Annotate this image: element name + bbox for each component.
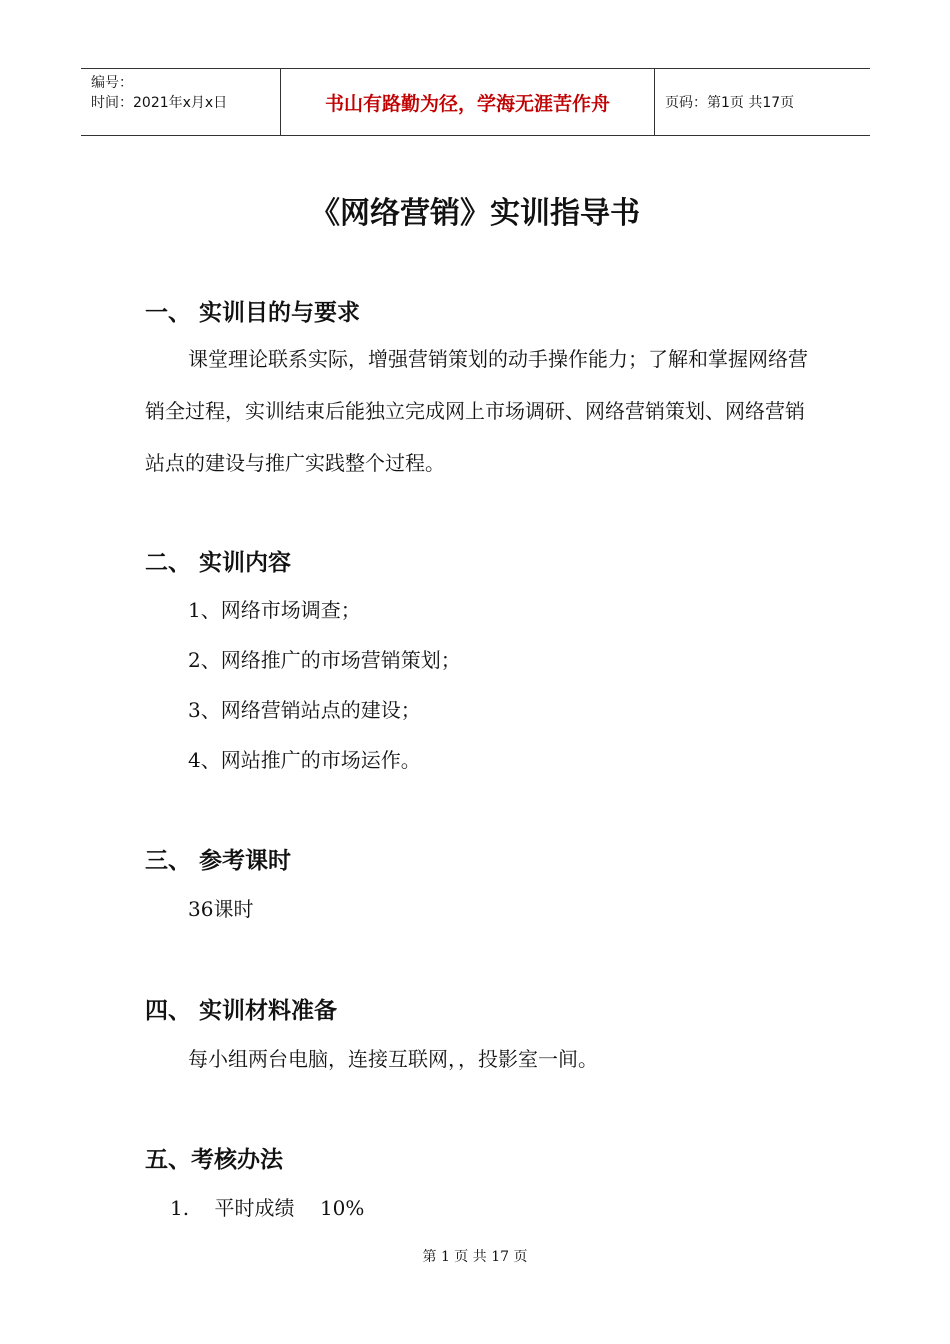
list-item: 2、网络推广的市场营销策划；: [188, 648, 461, 672]
list-item: 1、网络市场调查；: [188, 598, 361, 622]
section-4-text: 每小组两台电脑，连接互联网，，投影室一间。: [188, 1047, 598, 1071]
section-heading-5: 五、考核办法: [145, 1147, 283, 1173]
number-label: 编号：: [91, 75, 133, 91]
list-item: 1. 平时成绩 10%: [170, 1196, 365, 1220]
section-heading-4: 四、 实训材料准备: [145, 998, 338, 1024]
list-item: 3、网络营销站点的建设；: [188, 698, 421, 722]
section-1-paragraph: 课堂理论联系实际，增强营销策划的动手操作能力；了解和掌握网络营销全过程，实训结束后能独立完成网上市场调研、网络营销策划、网络营销站点的建设与推广实践整个过程。: [145, 347, 808, 475]
page-header: [81, 68, 870, 136]
section-3-text: 36课时: [188, 897, 254, 921]
section-heading-1: 一、 实训目的与要求: [145, 300, 361, 326]
time-label: 时间：2021年x月x日: [91, 95, 228, 111]
page-footer: 第 1 页 共 17 页: [422, 1249, 528, 1265]
list-item: 4、网站推广的市场运作。: [188, 748, 421, 772]
header-meta: [81, 69, 281, 135]
document-title: 《网络营销》实训指导书: [310, 196, 640, 231]
section-heading-2: 二、 实训内容: [145, 550, 292, 576]
section-heading-3: 三、 参考课时: [145, 848, 292, 874]
header-page-info: 页码：第1页 共17页: [665, 95, 795, 111]
header-motto: 书山有路勤为径，学海无涯苦作舟: [281, 69, 655, 135]
